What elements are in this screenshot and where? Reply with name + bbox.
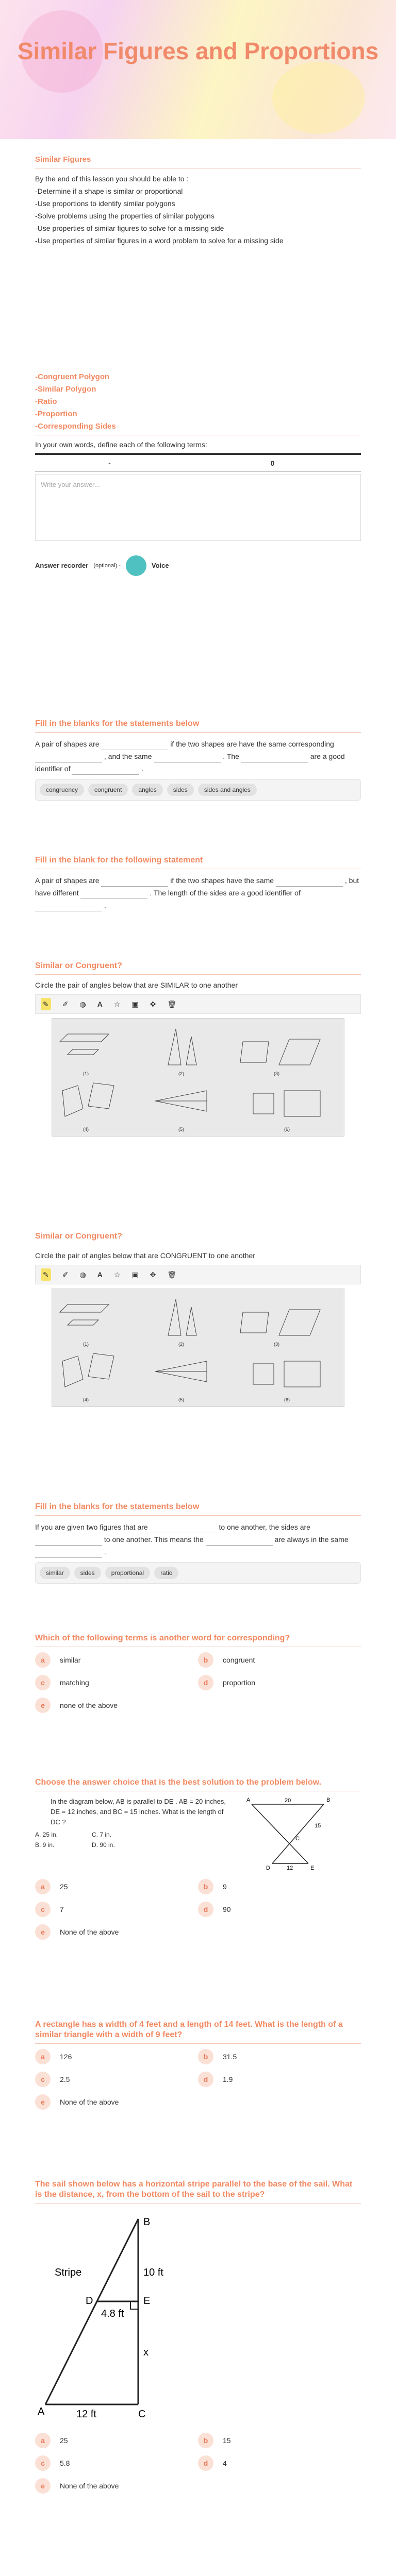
- fill1-text: , and the same: [104, 752, 152, 760]
- q1-heading: Which of the following terms is another word for corresponding?: [35, 1633, 361, 1647]
- congruent-section: [35, 1231, 361, 1411]
- shape-label: (5): [178, 1397, 184, 1402]
- q2-choice: D. 90 in.: [92, 1841, 115, 1849]
- congruent-heading: Similar or Congruent?: [35, 1231, 361, 1245]
- fill1-text: .: [141, 765, 144, 773]
- blank-input[interactable]: [150, 1526, 217, 1533]
- similar-heading: Similar or Congruent?: [35, 961, 361, 975]
- answer-option-b[interactable]: b 31.5: [198, 2049, 361, 2064]
- blank-input[interactable]: [80, 892, 147, 899]
- terms-instruction: In your own words, define each of the following terms:: [35, 440, 207, 449]
- side-label: 15: [315, 1823, 321, 1829]
- definitions-table: [35, 453, 361, 472]
- answer-option-a[interactable]: a 126: [35, 2049, 198, 2064]
- move-icon[interactable]: ✥: [150, 1270, 156, 1279]
- drawing-canvas[interactable]: [52, 1018, 344, 1137]
- image-icon[interactable]: ▣: [131, 1270, 139, 1279]
- blank-input[interactable]: [35, 755, 102, 762]
- fill2-text: A pair of shapes are: [35, 876, 100, 885]
- blank-input[interactable]: [72, 768, 139, 775]
- shape-label: (5): [178, 1127, 184, 1132]
- question-triangle: [35, 1777, 361, 1940]
- fill1-text: are a good identifier of: [35, 752, 345, 773]
- recorder-label: Answer recorder: [35, 562, 89, 569]
- blank-input[interactable]: [101, 743, 168, 750]
- answer-option-e[interactable]: e None of the above: [35, 1924, 198, 1940]
- fill3-heading: Fill in the blanks for the statements below: [35, 1502, 361, 1516]
- congruent-instruction: Circle the pair of angles below that are CONGRUENT to one another: [35, 1251, 255, 1260]
- side-label: 10 ft: [143, 2267, 163, 2278]
- word-chip[interactable]: congruency: [40, 784, 84, 796]
- fill1-text: A pair of shapes are: [35, 740, 100, 748]
- term-item: -Ratio: [35, 397, 57, 406]
- vertex-label: E: [310, 1865, 315, 1871]
- fill3-text: are always in the same: [274, 1535, 349, 1544]
- shape-label: (4): [83, 1127, 89, 1132]
- side-label: 12: [287, 1865, 293, 1871]
- fill1-heading: Fill in the blanks for the statements below: [35, 719, 361, 733]
- objective-item: -Use properties of similar figures in a word problem to solve for a missing side: [35, 236, 284, 245]
- answer-textarea[interactable]: Write your answer...: [35, 474, 361, 541]
- answer-recorder: [35, 555, 361, 576]
- side-label: 20: [285, 1798, 291, 1804]
- text-tool-icon[interactable]: A: [97, 1270, 103, 1279]
- term-item: -Proportion: [35, 410, 77, 418]
- blank-input[interactable]: [154, 755, 221, 762]
- blank-input[interactable]: [101, 879, 168, 887]
- answer-option-b[interactable]: b 15: [198, 2433, 361, 2448]
- answer-option-d[interactable]: d 4: [198, 2455, 361, 2471]
- shape-label: (3): [274, 1342, 279, 1347]
- fill3-text: .: [104, 1548, 106, 1556]
- question-sail: [35, 2179, 361, 2494]
- answer-option-a[interactable]: a 25: [35, 1879, 198, 1894]
- word-chip[interactable]: ratio: [154, 1567, 178, 1579]
- shape-label: (4): [83, 1397, 89, 1402]
- shape-label: (1): [83, 1071, 89, 1076]
- word-chip[interactable]: congruent: [88, 784, 128, 796]
- palette-icon[interactable]: ◍: [79, 1000, 86, 1008]
- q4-heading: The sail shown below has a horizontal stripe parallel to the base of the sail. What is the distance, x, from the bottom of the sail to the stripe?: [35, 2179, 361, 2204]
- term-item: -Congruent Polygon: [35, 372, 110, 381]
- side-label: 4.8 ft: [101, 2308, 124, 2319]
- word-chip[interactable]: similar: [40, 1567, 70, 1579]
- star-icon[interactable]: ☆: [113, 1000, 121, 1008]
- objectives-heading: Similar Figures: [35, 155, 361, 168]
- pencil-icon[interactable]: ✎: [41, 1268, 51, 1281]
- vertex-label: D: [266, 1865, 270, 1871]
- drawing-canvas[interactable]: [52, 1289, 344, 1407]
- objectives-section: [35, 155, 361, 248]
- palette-icon[interactable]: ◍: [79, 1270, 86, 1279]
- image-icon[interactable]: ▣: [131, 1000, 139, 1008]
- fill2-text: .: [104, 901, 106, 909]
- answer-option-c[interactable]: c 5.8: [35, 2455, 198, 2471]
- trash-icon[interactable]: 🗑: [167, 1000, 177, 1008]
- fill3-text: to one another. This means the: [104, 1535, 204, 1544]
- voice-label: Voice: [151, 562, 169, 569]
- vertex-label: D: [86, 2295, 93, 2307]
- answer-option-e[interactable]: e None of the above: [35, 2478, 198, 2494]
- fill1-text: if the two shapes are have the same corresponding: [170, 740, 334, 748]
- answer-option-c[interactable]: c 2.5: [35, 2072, 198, 2087]
- terms-section: [35, 371, 361, 576]
- question-rectangle: [35, 2020, 361, 2110]
- recorder-optional: (optional) -: [93, 563, 121, 569]
- fill-blanks-3: [35, 1502, 361, 1584]
- shape-label: (6): [284, 1397, 290, 1402]
- shape-label: (2): [178, 1071, 184, 1076]
- blank-input[interactable]: [276, 879, 343, 887]
- vertex-label: A: [38, 2406, 45, 2417]
- fill1-text: . The: [223, 752, 239, 760]
- fill2-text: . The length of the sides are a good identifier of: [150, 889, 301, 897]
- blank-input[interactable]: [35, 904, 102, 911]
- question-corresponding: [35, 1633, 361, 1713]
- voice-record-button[interactable]: [126, 555, 146, 576]
- answer-option-e[interactable]: e None of the above: [35, 2094, 198, 2110]
- similar-section: [35, 961, 361, 1141]
- objective-item: -Solve problems using the properties of similar polygons: [35, 212, 214, 220]
- fill3-text: If you are given two figures that are: [35, 1523, 148, 1531]
- blank-input[interactable]: [206, 1538, 273, 1546]
- word-chip[interactable]: proportional: [105, 1567, 150, 1579]
- q2-problem: In the diagram below, AB is parallel to DE . AB = 20 inches, DE = 12 inches, and BC = 15 inches. What is the length of DC ?: [51, 1798, 226, 1826]
- side-label: 12 ft: [76, 2409, 96, 2420]
- hero-banner: [0, 0, 396, 139]
- vertex-label: C: [138, 2409, 146, 2420]
- q2-choice: B. 9 in.: [35, 1841, 55, 1849]
- highlighter-icon[interactable]: ✐: [62, 1270, 69, 1279]
- fill3-text: to one another, the sides are: [219, 1523, 310, 1531]
- drawing-toolbar: [35, 1265, 361, 1284]
- highlighter-icon[interactable]: ✐: [62, 1000, 69, 1008]
- answer-option-c[interactable]: c 7: [35, 1902, 198, 1917]
- answer-option-a[interactable]: a similar: [35, 1652, 198, 1668]
- side-label: x: [143, 2347, 148, 2358]
- definitions-col-1: -: [35, 454, 184, 472]
- objective-item: -Determine if a shape is similar or proportional: [35, 187, 183, 195]
- text-tool-icon[interactable]: A: [97, 1000, 103, 1008]
- blank-input[interactable]: [35, 1551, 102, 1558]
- blank-input[interactable]: [241, 755, 308, 762]
- answer-option-d[interactable]: d 1.9: [198, 2072, 361, 2087]
- term-item: -Similar Polygon: [35, 385, 96, 394]
- sail-diagram: [35, 2209, 200, 2425]
- fill2-text: , but have different: [35, 876, 359, 897]
- answer-option-b[interactable]: b 9: [198, 1879, 361, 1894]
- similar-instruction: Circle the pair of angles below that are SIMILAR to one another: [35, 981, 238, 989]
- q2-heading: Choose the answer choice that is the best solution to the problem below.: [35, 1777, 361, 1791]
- q2-choice: C. 7 in.: [92, 1831, 112, 1838]
- q3-heading: A rectangle has a width of 4 feet and a length of 14 feet. What is the length of a similar triangle with a width of 9 feet?: [35, 2020, 361, 2044]
- word-chip[interactable]: angles: [132, 784, 162, 796]
- fill2-heading: Fill in the blank for the following statement: [35, 855, 361, 869]
- star-icon[interactable]: ☆: [113, 1270, 121, 1279]
- blank-input[interactable]: [35, 1538, 102, 1546]
- fill-blanks-2: [35, 855, 361, 913]
- objective-item: -Use proportions to identify similar polygons: [35, 199, 175, 208]
- vertex-label: C: [295, 1836, 300, 1842]
- shape-label: (6): [284, 1127, 290, 1132]
- shape-label: (2): [178, 1342, 184, 1347]
- word-chip[interactable]: sides: [74, 1567, 101, 1579]
- fill2-text: if the two shapes have the same: [170, 876, 274, 885]
- answer-option-d[interactable]: d 90: [198, 1902, 361, 1917]
- trash-icon[interactable]: 🗑: [167, 1270, 177, 1279]
- drawing-toolbar: [35, 994, 361, 1014]
- shape-label: (1): [83, 1342, 89, 1347]
- pencil-icon[interactable]: ✎: [41, 998, 51, 1010]
- vertex-label: B: [326, 1797, 331, 1803]
- stripe-label: Stripe: [55, 2267, 82, 2278]
- fill-blanks-1: [35, 719, 361, 801]
- objectives-intro: By the end of this lesson you should be able to :: [35, 175, 189, 183]
- word-chip[interactable]: sides: [167, 784, 194, 796]
- answer-option-a[interactable]: a 25: [35, 2433, 198, 2448]
- answer-option-d[interactable]: d proportion: [198, 1675, 361, 1690]
- move-icon[interactable]: ✥: [150, 1000, 156, 1008]
- objective-item: -Use properties of similar figures to solve for a missing side: [35, 224, 224, 232]
- answer-option-e[interactable]: e none of the above: [35, 1698, 198, 1713]
- word-bank: [35, 1562, 361, 1584]
- page-title: Similar Figures and Proportions: [17, 38, 379, 64]
- vertex-label: A: [246, 1797, 251, 1803]
- definitions-col-2: 0: [184, 454, 361, 472]
- word-bank: [35, 779, 361, 801]
- answer-option-c[interactable]: c matching: [35, 1675, 198, 1690]
- q2-choice: A. 25 in.: [35, 1831, 58, 1838]
- shape-label: (3): [274, 1071, 279, 1076]
- term-item: -Corresponding Sides: [35, 422, 116, 431]
- terms-list: [35, 371, 361, 433]
- triangle-diagram: [241, 1797, 344, 1874]
- word-chip[interactable]: sides and angles: [198, 784, 257, 796]
- vertex-label: E: [143, 2295, 151, 2307]
- answer-option-b[interactable]: b congruent: [198, 1652, 361, 1668]
- vertex-label: B: [143, 2216, 151, 2228]
